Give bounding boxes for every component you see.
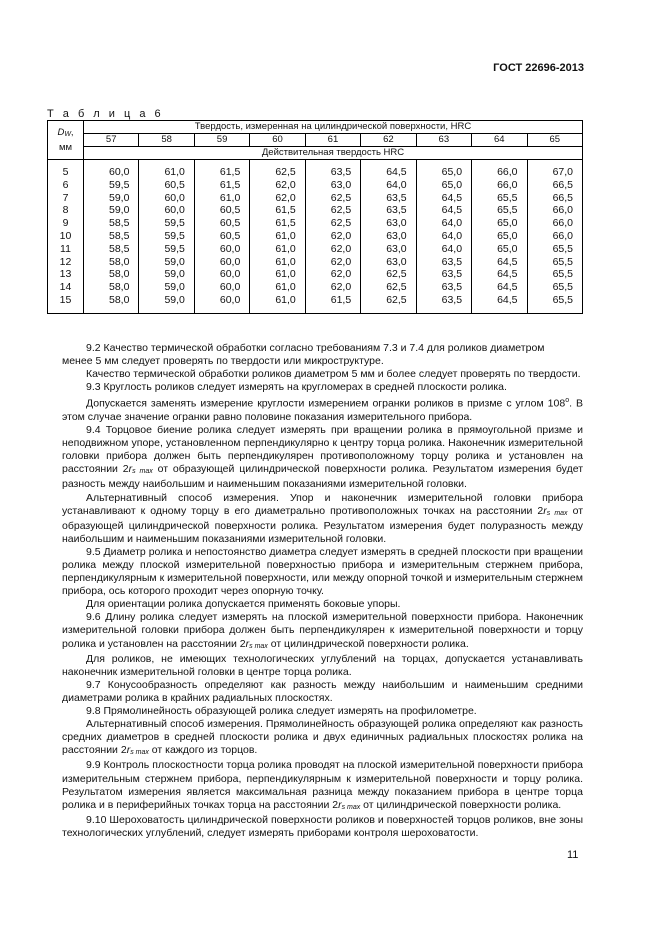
hardness-value: 64,5 (497, 268, 518, 281)
para-9-3: 9.3 Круглость роликов следует измерять на кругломерах в средней плоскости ролика. (86, 381, 507, 394)
measured-value-header: 57 (84, 134, 139, 147)
hardness-value: 64,0 (441, 242, 463, 255)
hardness-value: 62,5 (386, 281, 407, 294)
hardness-value: 60,5 (164, 178, 185, 191)
para-9-2-cont: менее 5 мм следует проверять по твердости или микроструктуре. (62, 355, 384, 368)
hardness-value: 62,0 (275, 178, 296, 191)
hardness-column (361, 160, 416, 314)
dw-value: 5 (62, 166, 69, 178)
para-9-6: 9.6 Длину ролика следует измерять на плоской измерительной поверхности прибора. Наконечник измерительной головки прибора должен быть перпендикулярен к измерительной поверхности и торцу ролика и установлен на расстоянии 2rs max от цилиндрической поверхности ролика. (62, 611, 583, 650)
hardness-value: 61,0 (275, 242, 296, 255)
para-9-8: 9.8 Прямолинейность образующей ролика следует измерять на профилометре. (86, 705, 477, 718)
measured-value-header: 62 (361, 134, 416, 147)
dw-value: 6 (62, 178, 69, 191)
measured-hardness-header: Твердость, измеренная на цилиндрической поверхности, HRC (84, 121, 583, 134)
hardness-value: 63,5 (386, 191, 407, 204)
hardness-value: 65,5 (552, 293, 573, 306)
hardness-column (305, 160, 360, 314)
hardness-value: 62,0 (275, 191, 296, 204)
dw-column (48, 160, 84, 314)
hardness-value: 61,0 (275, 229, 296, 242)
measured-value-header: 64 (472, 134, 527, 147)
table-caption: Т а б л и ц а 6 (47, 108, 164, 120)
dw-value: 9 (62, 217, 69, 230)
hardness-value: 64,5 (497, 293, 518, 306)
hardness-value: 58,5 (109, 217, 130, 230)
hardness-value: 65,0 (497, 242, 518, 255)
hardness-value: 60,0 (219, 255, 241, 268)
hardness-value: 66,0 (497, 178, 518, 191)
hardness-value: 59,0 (164, 255, 185, 268)
measured-value-header: 59 (194, 134, 249, 147)
hardness-value: 61,0 (275, 281, 296, 294)
hardness-value: 66,5 (552, 178, 573, 191)
hardness-value: 59,5 (164, 242, 185, 255)
hardness-value: 66,0 (552, 204, 573, 217)
para-9-2: 9.2 Качество термической обработки согласно требованиям 7.3 и 7.4 для роликов диаметром (86, 342, 545, 354)
measured-value-header: 58 (139, 134, 194, 147)
hardness-value: 59,0 (109, 191, 130, 204)
hardness-value: 63,0 (330, 178, 352, 191)
hardness-value: 64,0 (386, 178, 407, 191)
hardness-value: 59,0 (164, 293, 185, 306)
measured-value-header: 60 (250, 134, 305, 147)
hardness-column (527, 160, 583, 314)
hardness-value: 60,0 (219, 242, 241, 255)
hardness-column (139, 160, 194, 314)
hardness-value: 61,0 (275, 255, 296, 268)
hardness-value: 61,0 (275, 293, 296, 306)
para-9-8-alt: Альтернативный способ измерения. Прямолинейность образующей ролика определяют как разность средних диаметров в средней плоскости ролика и двух единичных радиальных плоскостях ролика на расстоянии 2rs max от каждого из торцов. (62, 718, 583, 757)
actual-hardness-header: Действительная твердость HRC (84, 147, 583, 160)
measured-value-header: 63 (416, 134, 471, 147)
dw-value: 13 (59, 268, 72, 281)
table-data-row (48, 160, 583, 314)
measured-value-header: 61 (305, 134, 360, 147)
hardness-value: 65,0 (441, 178, 463, 191)
hardness-value: 58,0 (109, 281, 130, 294)
hardness-value: 58,0 (109, 255, 130, 268)
hardness-value: 60,0 (109, 166, 130, 178)
hardness-value: 66,0 (552, 217, 573, 230)
para-9-5-note: Для ориентации ролика допускается применять боковые упоры. (86, 598, 401, 611)
hardness-value: 61,0 (219, 191, 241, 204)
para-9-7: 9.7 Конусообразность определяют как разность между наибольшим и наименьшим средними диаметрами ролика в крайних радиальных плоскостях. (62, 678, 583, 704)
hardness-value: 63,0 (386, 255, 407, 268)
para-9-10: 9.10 Шероховатость цилиндрической поверхности роликов и поверхностей торцов роликов, вне зоны технологических углублений, следует измерять приборами контроля шероховатости. (62, 813, 583, 839)
hardness-value: 62,5 (386, 293, 407, 306)
para-9-2-note: Качество термической обработки роликов диаметром 5 мм и более следует проверять по твердости. (86, 368, 581, 381)
dw-header: DW, мм (48, 121, 84, 160)
para-9-9: 9.9 Контроль плоскостности торца ролика проводят на плоской измерительной поверхности прибора измерительным стержнем прибора, перпендикулярным к измерительной поверхности и торцу ролика. Результатом измерения является максимальная разница между показанием прибора в центре торца ролика и в периферийных точках торца на расстоянии 2rs max от цилиндрической поверхности ролика. (62, 759, 583, 811)
dw-value: 8 (62, 204, 69, 217)
para-9-5: 9.5 Диаметр ролика и непостоянство диаметра следует измерять в средней плоскости при вращении ролика между плоской измерительной поверхностью прибора и измерительным стержнем прибора, перпендикулярным к измерительной поверхности, или между опорной точкой и измерительным стержнем прибора, ось которого проходит через опорную точку. (62, 545, 583, 598)
para-9-6-note: Для роликов, не имеющих технологических углублений на торцах, допускается устанавливать наконечник измерительной головки в центре торца ролика. (62, 652, 583, 678)
dw-value: 7 (62, 191, 69, 204)
hardness-value: 65,5 (497, 191, 518, 204)
hardness-value: 63,5 (330, 166, 352, 178)
hardness-value: 65,0 (441, 166, 463, 178)
dw-value: 12 (59, 255, 72, 268)
hardness-value: 61,5 (219, 166, 241, 178)
hardness-value: 61,5 (275, 217, 296, 230)
hardness-value: 61,5 (219, 178, 241, 191)
hardness-value: 61,5 (330, 293, 352, 306)
hardness-value: 65,5 (552, 255, 573, 268)
hardness-value: 64,0 (441, 229, 463, 242)
hardness-value: 63,5 (441, 293, 463, 306)
dw-value: 11 (60, 242, 71, 255)
hardness-value: 63,5 (441, 255, 463, 268)
hardness-value: 58,5 (109, 242, 130, 255)
hardness-value: 61,0 (275, 268, 296, 281)
hardness-value: 60,0 (219, 268, 241, 281)
hardness-column (194, 160, 249, 314)
hardness-value: 65,5 (552, 268, 573, 281)
hardness-value: 62,0 (330, 281, 352, 294)
hardness-value: 59,5 (109, 178, 130, 191)
hardness-value: 62,5 (386, 268, 407, 281)
hardness-value: 60,0 (164, 204, 185, 217)
hardness-value: 64,5 (386, 166, 407, 178)
hardness-value: 64,5 (497, 281, 518, 294)
hardness-value: 60,5 (219, 229, 241, 242)
hardness-value: 65,0 (497, 217, 518, 230)
hardness-table (47, 120, 583, 314)
hardness-value: 64,5 (441, 204, 463, 217)
hardness-value: 64,0 (441, 217, 463, 230)
hardness-value: 58,5 (109, 229, 130, 242)
hardness-column (416, 160, 471, 314)
hardness-value: 62,5 (330, 191, 352, 204)
hardness-value: 62,0 (330, 268, 352, 281)
hardness-value: 61,0 (164, 166, 185, 178)
dw-value: 15 (59, 293, 72, 306)
hardness-value: 60,0 (219, 281, 241, 294)
hardness-value: 62,5 (330, 217, 352, 230)
hardness-value: 62,5 (275, 166, 296, 178)
hardness-value: 59,0 (109, 204, 130, 217)
hardness-value: 60,0 (164, 191, 185, 204)
hardness-value: 66,0 (497, 166, 518, 178)
hardness-column (472, 160, 527, 314)
hardness-value: 65,0 (497, 229, 518, 242)
hardness-value: 61,5 (275, 204, 296, 217)
hardness-value: 64,5 (497, 255, 518, 268)
para-9-4-alt: Альтернативный способ измерения. Упор и наконечник измерительной головки прибора устанавливают к одному торцу в его диаметрально противоположных точках на расстоянии 2rs max от образующей цилиндрической поверхности ролика. Результатом измерения будет полуразность между наибольшим и наименьшим показаниями измерительной головки. (62, 491, 584, 545)
para-9-4: 9.4 Торцовое биение ролика следует измерять при вращении ролика в прямоугольной призме и неподвижном упоре, установленном перпендикулярно к центру торца ролика. Наконечник измерительной головки прибора должен быть перпендикулярен противоположному торцу ролика и установлен на расстоянии 2rs max от образующей цилиндрической поверхности ролика. Результатом измерения будет разность между наибольшим и наименьшим показаниями измерительной головки. (62, 424, 584, 491)
document-number: ГОСТ 22696-2013 (493, 62, 584, 74)
hardness-value: 63,5 (386, 204, 407, 217)
hardness-value: 62,5 (330, 204, 352, 217)
page-number: 11 (567, 849, 579, 861)
hardness-value: 64,5 (441, 191, 463, 204)
hardness-value: 65,5 (552, 281, 573, 294)
hardness-column (250, 160, 305, 314)
hardness-value: 65,5 (552, 242, 573, 255)
hardness-value: 62,0 (330, 255, 352, 268)
main-text (62, 342, 583, 840)
measured-value-header: 65 (527, 134, 583, 147)
hardness-value: 63,0 (386, 242, 407, 255)
para-9-3-alt: Допускается заменять измерение круглости измерением огранки роликов в призме с углом $108^о$. В этом случае значение огранки равно половине показания измерительного прибора. (62, 397, 583, 423)
hardness-value: 63,5 (441, 268, 463, 281)
hardness-value: 62,0 (330, 229, 352, 242)
hardness-value: 59,5 (164, 229, 185, 242)
hardness-value: 60,5 (219, 217, 241, 230)
dw-value: 14 (59, 281, 72, 294)
hardness-value: 60,0 (219, 293, 241, 306)
hardness-value: 58,0 (109, 293, 130, 306)
hardness-value: 60,5 (219, 204, 241, 217)
hardness-value: 59,0 (164, 268, 185, 281)
hardness-value: 63,0 (386, 229, 407, 242)
hardness-value: 63,0 (386, 217, 407, 230)
hardness-value: 59,5 (164, 217, 185, 230)
hardness-value: 66,5 (552, 191, 573, 204)
hardness-value: 62,0 (330, 242, 352, 255)
dw-value: 10 (59, 229, 72, 242)
hardness-value: 66,0 (552, 229, 573, 242)
hardness-value: 65,5 (497, 204, 518, 217)
measured-values-row (48, 134, 583, 147)
hardness-value: 58,0 (109, 268, 130, 281)
hardness-value: 67,0 (552, 166, 573, 178)
hardness-value: 59,0 (164, 281, 185, 294)
hardness-value: 63,5 (441, 281, 463, 294)
hardness-column (84, 160, 139, 314)
